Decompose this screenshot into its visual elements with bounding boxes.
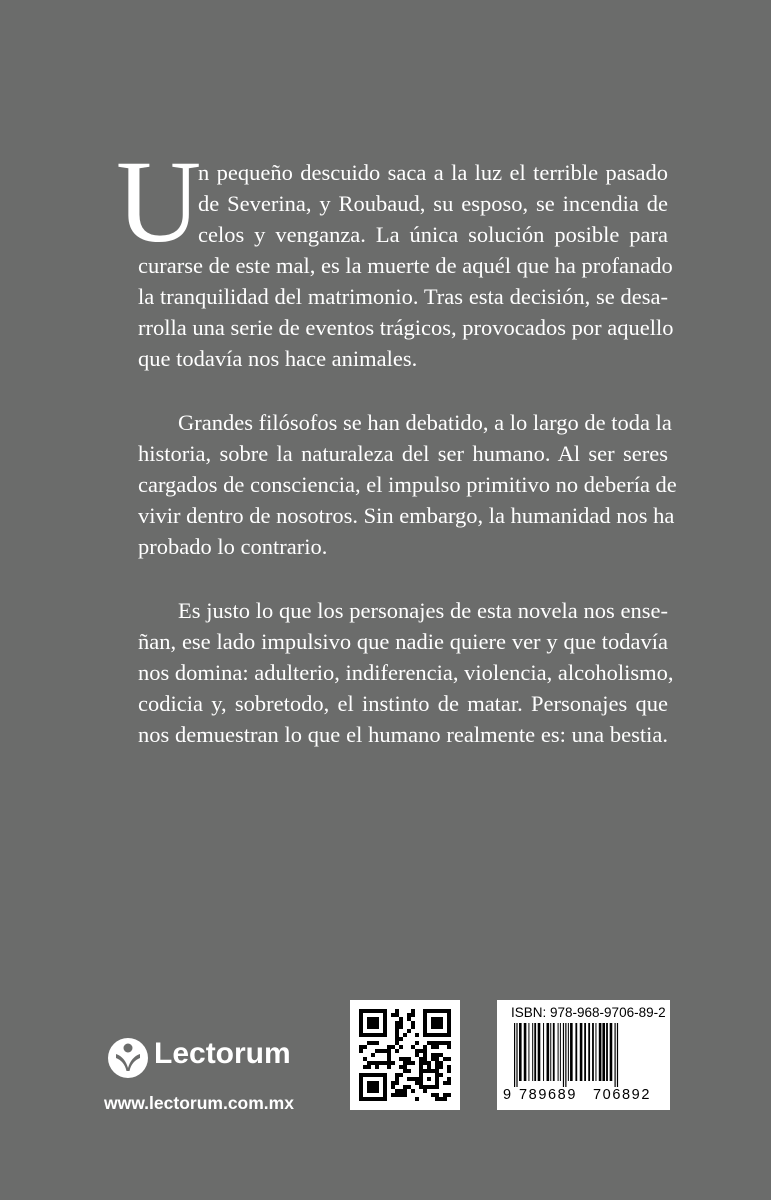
text-line: la tranquilidad del matrimonio. Tras esta decisión, se desa- — [138, 284, 668, 309]
text-line: vivir dentro de nosotros. Sin embargo, la humanidad nos ha — [138, 503, 675, 528]
text-line: probado lo contrario. — [138, 534, 328, 559]
text-line: rrolla una serie de eventos trágicos, provocados por aquello — [138, 315, 674, 340]
text-line: que todavía nos hace animales. — [138, 346, 418, 371]
text-line: nos domina: adulterio, indiferencia, violencia, alcoholismo, — [138, 660, 674, 685]
isbn-number: ISBN: 978-968-9706-89-2 — [511, 1005, 666, 1020]
text-line: cargados de consciencia, el impulso primitivo no debería de — [138, 472, 677, 497]
publisher-logo — [107, 1033, 312, 1083]
text-line: historia, sobre la naturaleza del ser humano. Al ser seres — [138, 441, 668, 466]
barcode-digit-lead: 9 — [503, 1087, 513, 1103]
barcode-digits-left: 789689 — [519, 1087, 577, 1103]
text-line: de Severina, y Roubaud, su esposo, se incendia de — [198, 191, 668, 216]
text-line: curarse de este mal, es la muerte de aquél que ha profanado — [138, 253, 673, 278]
isbn-barcode — [497, 1000, 670, 1110]
lectorum-logo-icon — [107, 1037, 149, 1079]
text-line: Es justo lo que los personajes de esta novela nos ense- — [178, 598, 668, 623]
barcode-digits-right: 706892 — [593, 1087, 651, 1103]
back-cover-blurb — [116, 136, 677, 750]
publisher-name: Lectorum — [154, 1037, 291, 1070]
barcode-icon — [502, 1023, 665, 1087]
drop-cap: U — [116, 136, 202, 267]
text-line: n pequeño descuido saca a la luz el terrible pasado — [198, 160, 668, 185]
text-line: celos y venganza. La única solución posible para — [198, 222, 668, 247]
paragraph-3 — [138, 595, 674, 750]
qr-code-icon — [359, 1009, 451, 1101]
paragraph-1 — [116, 136, 674, 374]
qr-code — [350, 1000, 460, 1110]
publisher-url[interactable]: www.lectorum.com.mx — [104, 1093, 294, 1113]
text-line: ñan, ese lado impulsivo que nadie quiere ver y que todavía — [138, 629, 668, 654]
text-line: nos demuestran lo que el humano realmente es: una bestia. — [138, 722, 668, 747]
paragraph-2 — [138, 407, 677, 562]
text-line: codicia y, sobretodo, el instinto de matar. Personajes que — [138, 691, 668, 716]
text-line: Grandes filósofos se han debatido, a lo largo de toda la — [178, 410, 672, 435]
